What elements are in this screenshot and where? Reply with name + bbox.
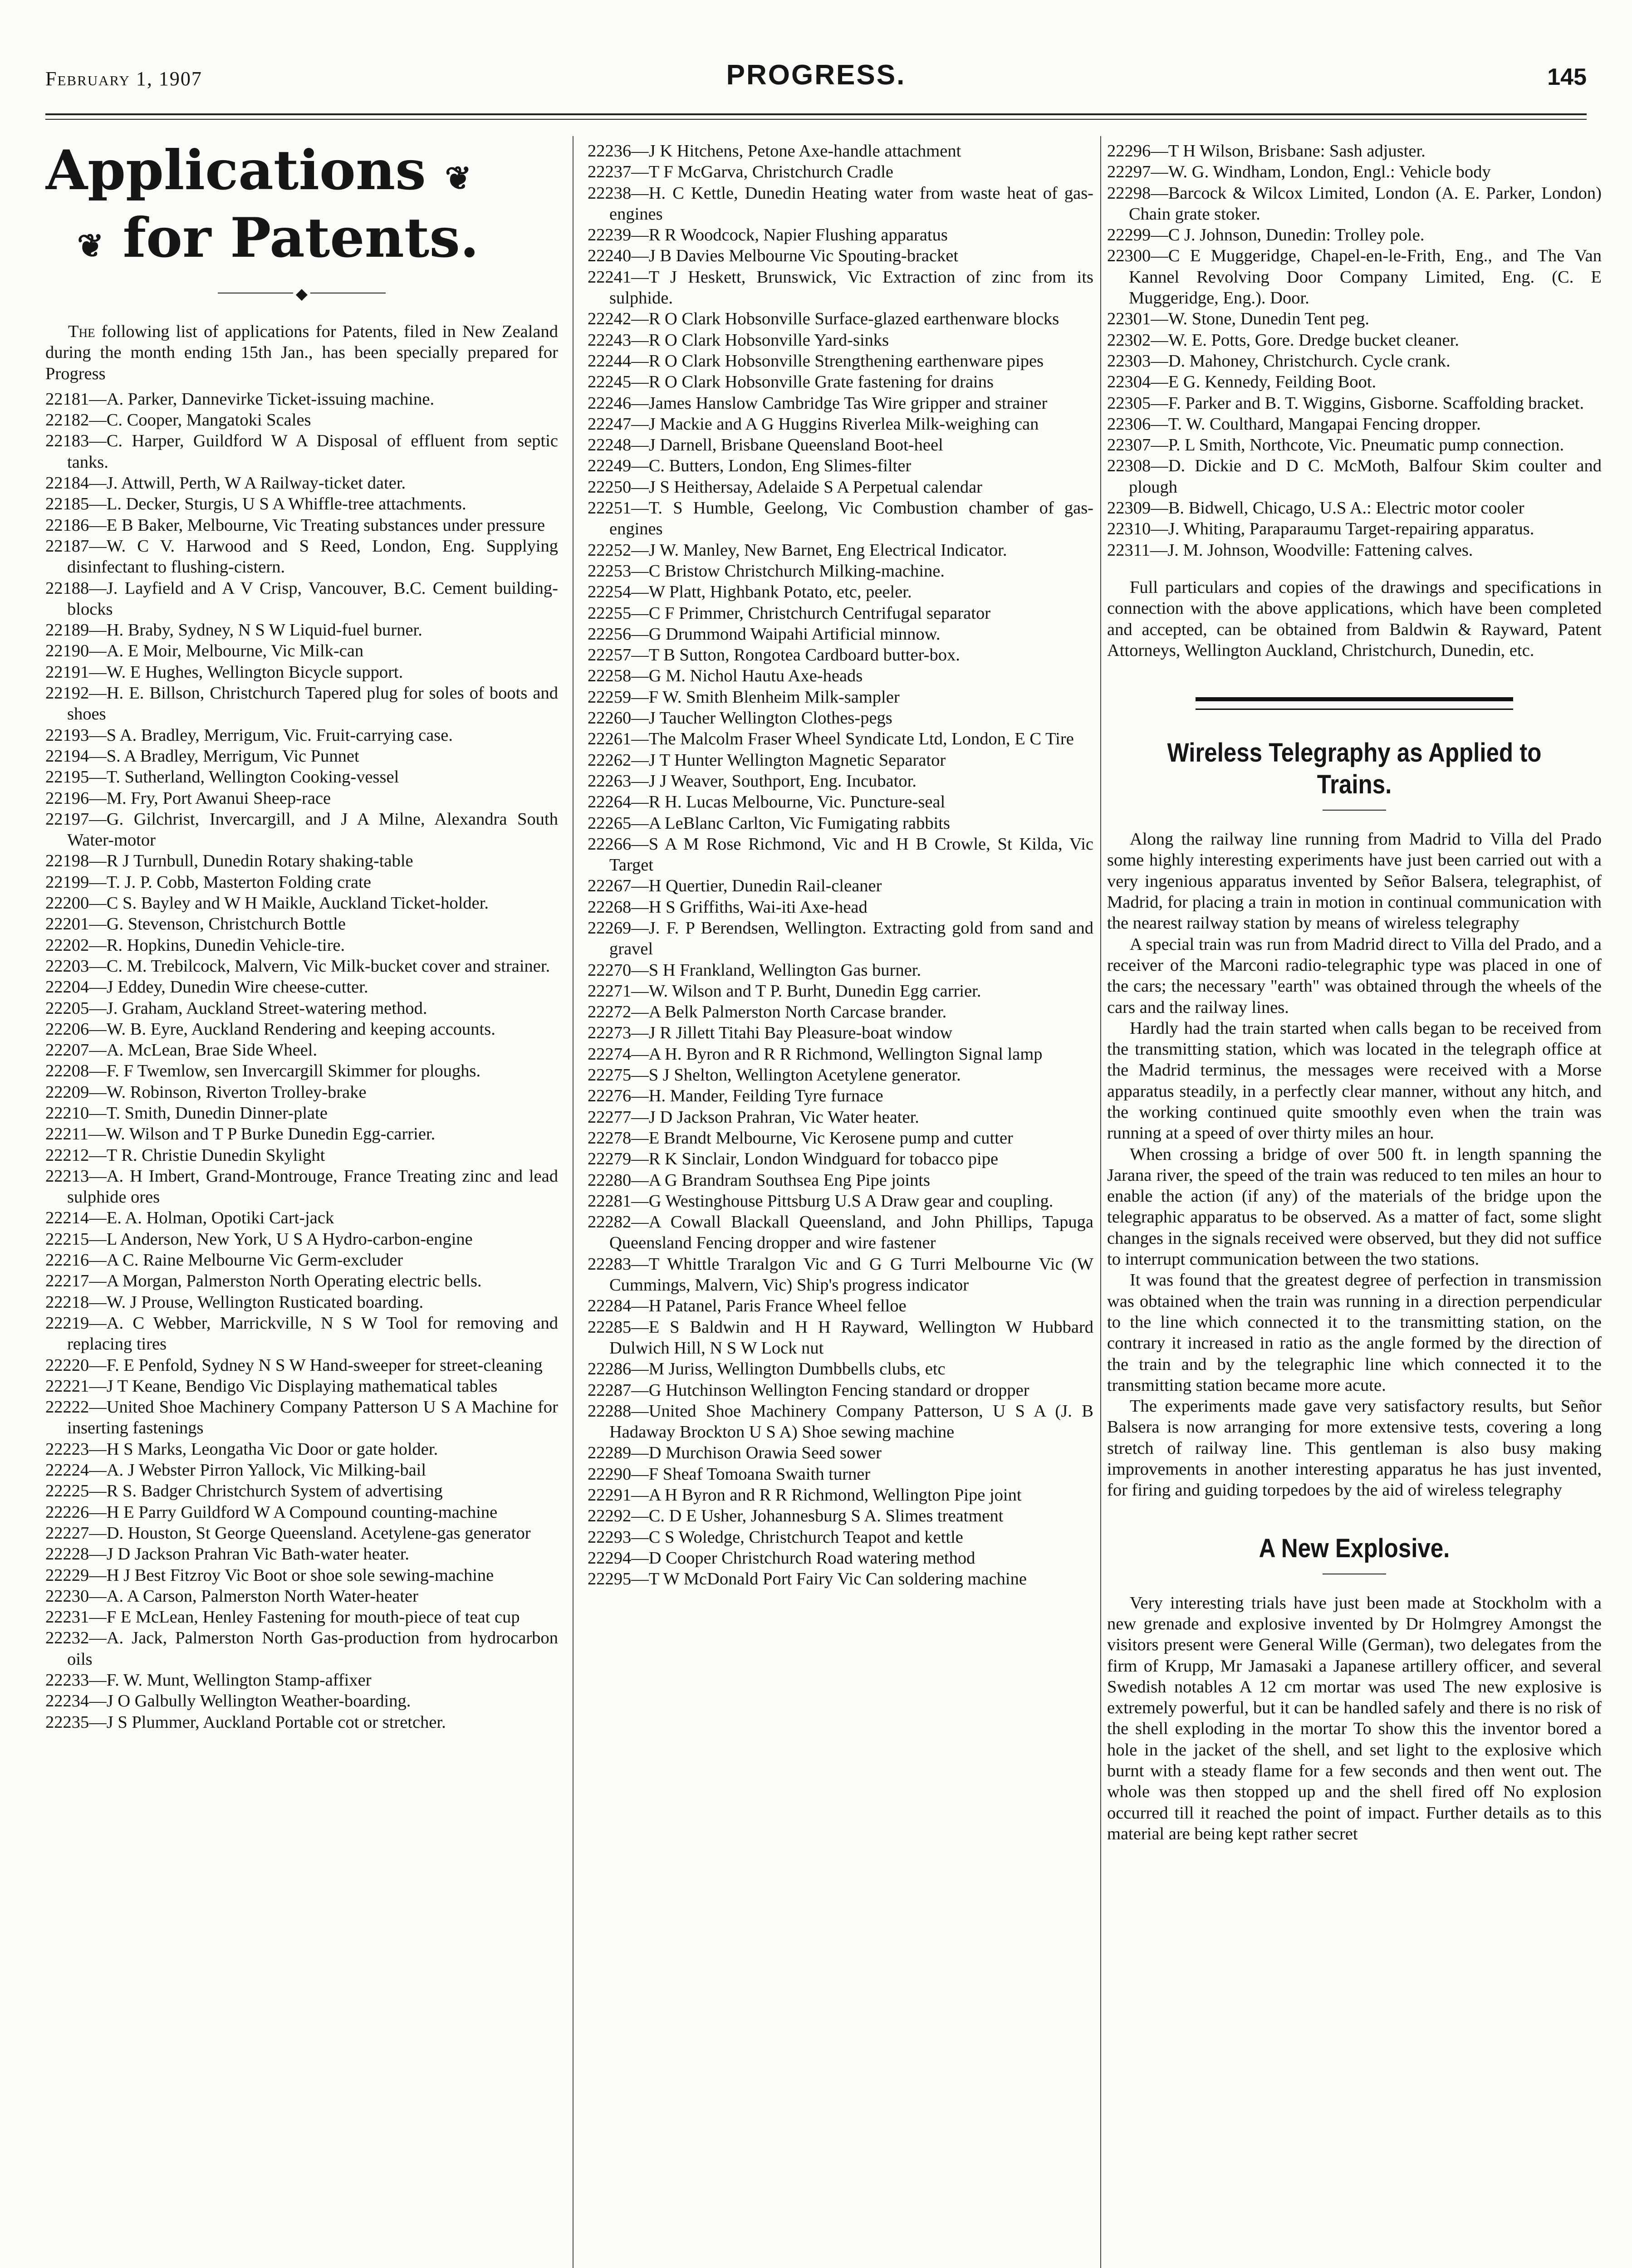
patent-entry: 22187—W. C V. Harwood and S Reed, London, Eng. Supplying disinfectant to flushing-cistern. [45, 536, 558, 577]
patent-entry: 22203—C. M. Trebilcock, Malvern, Vic Milk-bucket cover and strainer. [45, 956, 550, 976]
wireless-article [1107, 829, 1602, 1501]
patent-entry: 22210—T. Smith, Dunedin Dinner-plate [45, 1103, 328, 1123]
patent-entry: 22243—R O Clark Hobsonville Yard-sinks [588, 330, 889, 350]
patent-entry: 22291—A H Byron and R R Richmond, Wellington Pipe joint [588, 1486, 1022, 1505]
patent-entry: 22209—W. Robinson, Riverton Trolley-brake [45, 1082, 367, 1102]
patent-entry: 22272—A Belk Palmerston North Carcase brander. [588, 1002, 947, 1022]
patent-entry: 22298—Barcock & Wilcox Limited, London (A. E. Parker, London) Chain grate stoker. [1107, 183, 1602, 224]
intro-lead-word: The [68, 322, 95, 341]
patent-entry: 22225—R S. Badger Christchurch System of advertising [45, 1481, 443, 1501]
patent-entry: 22227—D. Houston, St George Queensland. Acetylene-gas generator [45, 1523, 531, 1543]
patents-heading [45, 141, 558, 276]
patent-entry: 22274—A H. Byron and R R Richmond, Wellington Signal lamp [588, 1044, 1043, 1064]
patent-entry: 22275—S J Shelton, Wellington Acetylene generator. [588, 1066, 961, 1085]
patent-entry: 22188—J. Layfield and A V Crisp, Vancouver, B.C. Cement building-blocks [45, 578, 558, 619]
patent-entry: 22235—J S Plummer, Auckland Portable cot or stretcher. [45, 1712, 446, 1732]
patent-entry: 22271—W. Wilson and T P. Burht, Dunedin Egg carrier. [588, 981, 981, 1001]
patent-entry: 22233—F. W. Munt, Wellington Stamp-affixer [45, 1671, 372, 1690]
patent-entry: 22201—G. Stevenson, Christchurch Bottle [45, 914, 346, 934]
short-rule [1323, 810, 1386, 811]
patent-entry: 22265—A LeBlanc Carlton, Vic Fumigating rabbits [588, 813, 950, 833]
patent-entry: 22242—R O Clark Hobsonville Surface-glazed earthenware blocks [588, 309, 1059, 329]
article-paragraph: Hardly had the train started when calls began to be received from the transmitting station, which was located in the telegraph office at the Madrid terminus, the messages were received with a Morse apparatus steadily, in a perfectly clear manner, without any hitch, and the working continued quite smoothly even when the train was running at a speed of over thirty miles an hour. [1107, 1018, 1602, 1143]
patent-entry: 22261—The Malcolm Fraser Wheel Syndicate Ltd, London, E C Tire [588, 729, 1074, 749]
patent-entry: 22260—J Taucher Wellington Clothes-pegs [588, 709, 892, 728]
patent-entry: 22200—C S. Bayley and W H Maikle, Auckland Ticket-holder. [45, 894, 489, 913]
patent-entry: 22186—E B Baker, Melbourne, Vic Treating substances under pressure [45, 515, 545, 535]
patent-entry: 22304—E G. Kennedy, Feilding Boot. [1107, 372, 1377, 392]
patent-entry: 22240—J B Davies Melbourne Vic Spouting-bracket [588, 246, 959, 266]
patent-entry: 22211—W. Wilson and T P Burke Dunedin Egg-carrier. [45, 1124, 436, 1144]
patent-entry: 22258—G M. Nichol Hautu Axe-heads [588, 666, 863, 686]
column-1 [45, 141, 558, 2268]
patent-list-col2 [588, 141, 1093, 1589]
patent-entry: 22292—C. D E Usher, Johannesburg S A. Slimes treatment [588, 1506, 1004, 1526]
column-2 [588, 141, 1093, 2268]
patent-entry: 22226—H E Parry Guildford W A Compound counting-machine [45, 1502, 498, 1522]
patent-entry: 22245—R O Clark Hobsonville Grate fastening for drains [588, 372, 994, 392]
patent-entry: 22198—R J Turnbull, Dunedin Rotary shaking-table [45, 851, 413, 871]
patent-entry: 22268—H S Griffiths, Wai-iti Axe-head [588, 897, 867, 917]
patent-entry: 22254—W Platt, Highbank Potato, etc, peeler. [588, 582, 912, 602]
patent-entry: 22310—J. Whiting, Paraparaumu Target-repairing apparatus. [1107, 519, 1534, 539]
patent-entry: 22237—T F McGarva, Christchurch Cradle [588, 162, 893, 182]
patents-heading-line2: for Patents. [123, 206, 479, 270]
patent-entry: 22290—F Sheaf Tomoana Swaith turner [588, 1464, 871, 1484]
patent-entry: 22231—F E McLean, Henley Fastening for mouth-piece of teat cup [45, 1608, 520, 1627]
patent-entry: 22257—T B Sutton, Rongotea Cardboard butter-box. [588, 645, 960, 665]
patent-entry: 22277—J D Jackson Prahran, Vic Water heater. [588, 1107, 919, 1127]
patent-entry: 22218—W. J Prouse, Wellington Rusticated boarding. [45, 1292, 424, 1312]
patent-entry: 22269—J. F. P Berendsen, Wellington. Extracting gold from sand and gravel [588, 918, 1093, 959]
patents-heading-line1: Applications [45, 141, 426, 202]
patent-entry: 22199—T. J. P. Cobb, Masterton Folding crate [45, 872, 371, 892]
patent-entry: 22197—G. Gilchrist, Invercargill, and J A Milne, Alexandra South Water-motor [45, 809, 558, 850]
patents-footnote: Full particulars and copies of the drawings and specifications in connection with the above applications, which have been completed and accepted, can be obtained from Baldwin & Rayward, Patent Attorneys, Wellington Auckland, Christchurch, Dunedin, etc. [1107, 577, 1602, 660]
patent-entry: 22202—R. Hopkins, Dunedin Vehicle-tire. [45, 935, 345, 955]
section-rule [1196, 697, 1513, 710]
patent-entry: 22263—J J Weaver, Southport, Eng. Incubator. [588, 771, 916, 791]
patent-entry: 22297—W. G. Windham, London, Engl.: Vehicle body [1107, 162, 1491, 182]
patents-intro [45, 321, 558, 384]
patent-entry: 22215—L Anderson, New York, U S A Hydro-carbon-engine [45, 1229, 473, 1249]
patent-entry: 22273—J R Jillett Titahi Bay Pleasure-boat window [588, 1023, 953, 1043]
patent-entry: 22181—A. Parker, Dannevirke Ticket-issuing machine. [45, 389, 435, 409]
patent-entry: 22252—J W. Manley, New Barnet, Eng Electrical Indicator. [588, 540, 1007, 560]
ornament-icon: ❦ [77, 227, 104, 264]
patent-entry: 22185—L. Decker, Sturgis, U S A Whiffle-tree attachments. [45, 494, 466, 514]
article-paragraph: Very interesting trials have just been made at Stockholm with a new grenade and explosive invented by Dr Holmgrey Amongst the visitors present were General Wille (German), two delegates from the firm of Krupp, Mr Jamasaki a Japanese artillery officer, and several Swedish notables A 12 cm mortar was used The new explosive is extremely powerful, but it can be handled safely and there is no risk of the shell exploding in the mortar To show this the inventor bored a hole in the jacket of the shell, and set light to the explosive which burnt with a steady flame for a few seconds and then went out. The whole was then stopped up and the shell fired off No explosion occurred till it reached the point of impact. Further details as to this material are being kept rather secret [1107, 1593, 1602, 1843]
patent-entry: 22282—A Cowall Blackall Queensland, and John Phillips, Tapuga Queensland Fencing dropper and wire fastener [588, 1212, 1093, 1253]
patent-entry: 22255—C F Primmer, Christchurch Centrifugal separator [588, 603, 991, 623]
patent-entry: 22241—T J Heskett, Brunswick, Vic Extraction of zinc from its sulphide. [588, 267, 1093, 308]
patent-entry: 22207—A. McLean, Brae Side Wheel. [45, 1041, 318, 1060]
patent-entry: 22229—H J Best Fitzroy Vic Boot or shoe sole sewing-machine [45, 1565, 494, 1585]
patent-entry: 22307—P. L Smith, Northcote, Vic. Pneumatic pump connection. [1107, 435, 1564, 455]
column-divider-2 [1100, 136, 1101, 2268]
patent-entry: 22236—J K Hitchens, Petone Axe-handle attachment [588, 142, 961, 161]
patent-entry: 22267—H Quertier, Dunedin Rail-cleaner [588, 876, 882, 896]
patent-entry: 22212—T R. Christie Dunedin Skylight [45, 1145, 325, 1165]
patent-entry: 22276—H. Mander, Feilding Tyre furnace [588, 1086, 883, 1106]
patent-entry: 22194—S. A Bradley, Merrigum, Vic Punnet [45, 746, 359, 766]
patent-entry: 22262—J T Hunter Wellington Magnetic Separator [588, 750, 946, 770]
wireless-heading: Wireless Telegraphy as Applied to Trains. [1167, 738, 1542, 800]
patent-entry: 22219—A. C Webber, Marrickville, N S W Tool for removing and replacing tires [45, 1313, 558, 1354]
patent-entry: 22183—C. Harper, Guildford W A Disposal of effluent from septic tanks. [45, 431, 558, 472]
patent-entry: 22239—R R Woodcock, Napier Flushing apparatus [588, 225, 948, 245]
heading-divider [45, 284, 558, 302]
patent-entry: 22222—United Shoe Machinery Company Patterson U S A Machine for inserting fastenings [45, 1398, 558, 1438]
patent-entry: 22221—J T Keane, Bendigo Vic Displaying mathematical tables [45, 1376, 498, 1396]
patent-entry: 22294—D Cooper Christchurch Road watering method [588, 1548, 975, 1568]
patent-entry: 22296—T H Wilson, Brisbane: Sash adjuster. [1107, 142, 1426, 161]
patent-entry: 22248—J Darnell, Brisbane Queensland Boot-heel [588, 435, 943, 455]
patent-entry: 22250—J S Heithersay, Adelaide S A Perpetual calendar [588, 477, 982, 497]
page-header [45, 59, 1587, 109]
patent-list-col3 [1107, 141, 1602, 561]
article-paragraph: A special train was run from Madrid direct to Villa del Prado, and a receiver of the Marconi radio-telegraphic type was placed in one of the cars; the necessary "earth" was obtained through the wheels of the cars and the railway lines. [1107, 934, 1602, 1017]
patent-entry: 22295—T W McDonald Port Fairy Vic Can soldering machine [588, 1569, 1027, 1589]
article-paragraph: Along the railway line running from Madrid to Villa del Prado some highly interesting experiments have just been carried out with a very ingenious apparatus invented by Señor Balsera, telegraphist, of Madrid, for placing a train in motion in continual communication with the nearest railway station by means of wireless telegraphy [1107, 830, 1602, 933]
patent-entry: 22232—A. Jack, Palmerston North Gas-production from hydrocarbon oils [45, 1628, 558, 1669]
patent-entry: 22289—D Murchison Orawia Seed sower [588, 1443, 882, 1463]
patent-entry: 22193—S A. Bradley, Merrigum, Vic. Fruit-carrying case. [45, 725, 453, 745]
patent-entry: 22238—H. C Kettle, Dunedin Heating water from waste heat of gas-engines [588, 183, 1093, 224]
patent-entry: 22302—W. E. Potts, Gore. Dredge bucket cleaner. [1107, 330, 1459, 350]
patent-entry: 22195—T. Sutherland, Wellington Cooking-vessel [45, 767, 399, 787]
patent-entry: 22280—A G Brandram Southsea Eng Pipe joints [588, 1170, 930, 1190]
patent-entry: 22205—J. Graham, Auckland Street-watering method. [45, 998, 427, 1018]
patent-entry: 22284—H Patanel, Paris France Wheel felloe [588, 1296, 907, 1316]
patent-entry: 22308—D. Dickie and D C. McMoth, Balfour Skim coulter and plough [1107, 456, 1602, 497]
patent-entry: 22305—F. Parker and B. T. Wiggins, Gisborne. Scaffolding bracket. [1107, 393, 1584, 413]
patent-entry: 22251—T. S Humble, Geelong, Vic Combustion chamber of gas-engines [588, 499, 1093, 539]
diamond-icon: ◆ [293, 286, 310, 303]
patent-entry: 22299—C J. Johnson, Dunedin: Trolley pole. [1107, 225, 1425, 245]
patent-entry: 22223—H S Marks, Leongatha Vic Door or gate holder. [45, 1439, 438, 1459]
article-paragraph: When crossing a bridge of over 500 ft. in length spanning the Jarana river, the speed of the train was reduced to ten miles an hour to enable the action (if any) of the materials of the bridge upon the telegraphic apparatus to be observed. As a matter of fact, some slight changes in the signals received were observed, but they did not suffice to interrupt communication between the two stations. [1107, 1144, 1602, 1269]
issue-date: February 1, 1907 [45, 68, 202, 90]
patent-entry: 22311—J. M. Johnson, Woodville: Fattening calves. [1107, 540, 1473, 560]
patent-entry: 22196—M. Fry, Port Awanui Sheep-race [45, 788, 331, 808]
patent-entry: 22249—C. Butters, London, Eng Slimes-filter [588, 456, 912, 476]
publication-title: PROGRESS. [726, 59, 906, 91]
patent-entry: 22247—J Mackie and A G Huggins Riverlea Milk-weighing can [588, 414, 1039, 434]
patent-entry: 22293—C S Woledge, Christchurch Teapot and kettle [588, 1527, 963, 1547]
patent-entry: 22264—R H. Lucas Melbourne, Vic. Puncture-seal [588, 792, 946, 812]
patent-entry: 22217—A Morgan, Palmerston North Operating electric bells. [45, 1271, 482, 1291]
patent-entry: 22234—J O Galbully Wellington Weather-boarding. [45, 1691, 411, 1711]
patent-entry: 22184—J. Attwill, Perth, W A Railway-ticket dater. [45, 474, 406, 493]
patent-entry: 22244—R O Clark Hobsonville Strengthening earthenware pipes [588, 351, 1044, 371]
patent-entry: 22228—J D Jackson Prahran Vic Bath-water heater. [45, 1545, 410, 1564]
header-rule-thin [45, 119, 1587, 120]
patent-entry: 22300—C E Muggeridge, Chapel-en-le-Frith, Eng., and The Van Kannel Revolving Door Company Limited, Eng. (C. E Muggeridge, Eng.). Door. [1107, 246, 1602, 308]
column-3 [1107, 141, 1602, 2268]
patent-entry: 22206—W. B. Eyre, Auckland Rendering and keeping accounts. [45, 1019, 495, 1039]
patent-entry: 22301—W. Stone, Dunedin Tent peg. [1107, 309, 1369, 329]
patent-entry: 22216—A C. Raine Melbourne Vic Germ-excluder [45, 1251, 403, 1270]
article-paragraph: The experiments made gave very satisfactory results, but Señor Balsera is now arranging for more extensive tests, covering a long stretch of railway line. This gentleman is also busy making improvements in another interesting apparatus he has just invented, for firing and guiding torpedoes by the aid of wireless telegraphy [1107, 1397, 1602, 1500]
patent-entry: 22279—R K Sinclair, London Windguard for tobacco pipe [588, 1149, 999, 1169]
page-number: 145 [1547, 64, 1587, 90]
patent-entry: 22283—T Whittle Traralgon Vic and G G Turri Melbourne Vic (W Cummings, Malvern, Vic) Ship's progress indicator [588, 1254, 1093, 1295]
patent-entry: 22309—B. Bidwell, Chicago, U.S A.: Electric motor cooler [1107, 499, 1524, 518]
patent-entry: 22303—D. Mahoney, Christchurch. Cycle crank. [1107, 351, 1451, 371]
patent-entry: 22204—J Eddey, Dunedin Wire cheese-cutter. [45, 978, 368, 997]
patent-entry: 22287—G Hutchinson Wellington Fencing standard or dropper [588, 1380, 1029, 1400]
patent-entry: 22208—F. F Twemlow, sen Invercargill Skimmer for ploughs. [45, 1061, 481, 1081]
patent-entry: 22253—C Bristow Christchurch Milking-machine. [588, 561, 945, 581]
patent-entry: 22192—H. E. Billson, Christchurch Tapered plug for soles of boots and shoes [45, 684, 558, 724]
patent-entry: 22213—A. H Imbert, Grand-Montrouge, France Treating zinc and lead sulphide ores [45, 1166, 558, 1207]
patent-entry: 22288—United Shoe Machinery Company Patterson, U S A (J. B Hadaway Brockton U S A) Shoe sewing machine [588, 1401, 1093, 1442]
patent-entry: 22230—A. A Carson, Palmerston North Water-heater [45, 1586, 418, 1606]
intro-text: following list of applications for Patents, filed in New Zealand during the month ending 15th Jan., has been specially prepared for Progress [45, 322, 558, 383]
patent-entry: 22259—F W. Smith Blenheim Milk-sampler [588, 687, 900, 707]
ornament-icon: ❦ [445, 159, 472, 197]
patent-entry: 22190—A. E Moir, Melbourne, Vic Milk-can [45, 641, 364, 661]
patent-entry: 22286—M Juriss, Wellington Dumbbells clubs, etc [588, 1359, 946, 1379]
patent-entry: 22182—C. Cooper, Mangatoki Scales [45, 411, 311, 430]
patent-entry: 22246—James Hanslow Cambridge Tas Wire gripper and strainer [588, 393, 1048, 413]
patent-entry: 22278—E Brandt Melbourne, Vic Kerosene pump and cutter [588, 1128, 1013, 1148]
explosive-article [1107, 1593, 1602, 1845]
patent-entry: 22220—F. E Penfold, Sydney N S W Hand-sweeper for street-cleaning [45, 1355, 543, 1375]
patent-entry: 22191—W. E Hughes, Wellington Bicycle support. [45, 662, 403, 682]
patent-entry: 22266—S A M Rose Richmond, Vic and H B Crowle, St Kilda, Vic Target [588, 834, 1093, 875]
patent-entry: 22214—E. A. Holman, Opotiki Cart-jack [45, 1208, 334, 1228]
explosive-heading: A New Explosive. [1259, 1533, 1450, 1563]
patent-entry: 22306—T. W. Coulthard, Mangapai Fencing dropper. [1107, 414, 1481, 434]
patent-entry: 22189—H. Braby, Sydney, N S W Liquid-fuel burner. [45, 621, 422, 640]
patent-entry: 22285—E S Baldwin and H H Rayward, Wellington W Hubbard Dulwich Hill, N S W Lock nut [588, 1317, 1093, 1358]
article-paragraph: It was found that the greatest degree of perfection in transmission was obtained when the train was running in a direction perpendicular to the line which connected it to the transmitting station, on the contrary it increased in ratio as the angle formed by the direction of the train and by the telegraphic line which connected it to the transmitting station became more acute. [1107, 1271, 1602, 1395]
patent-entry: 22224—A. J Webster Pirron Yallock, Vic Milking-bail [45, 1461, 426, 1480]
patent-entry: 22281—G Westinghouse Pittsburg U.S A Draw gear and coupling. [588, 1191, 1054, 1211]
patent-entry: 22270—S H Frankland, Wellington Gas burner. [588, 960, 921, 980]
header-rule [45, 113, 1587, 115]
patent-entry: 22256—G Drummond Waipahi Artificial minnow. [588, 624, 941, 644]
patent-list-col1 [45, 389, 558, 1733]
